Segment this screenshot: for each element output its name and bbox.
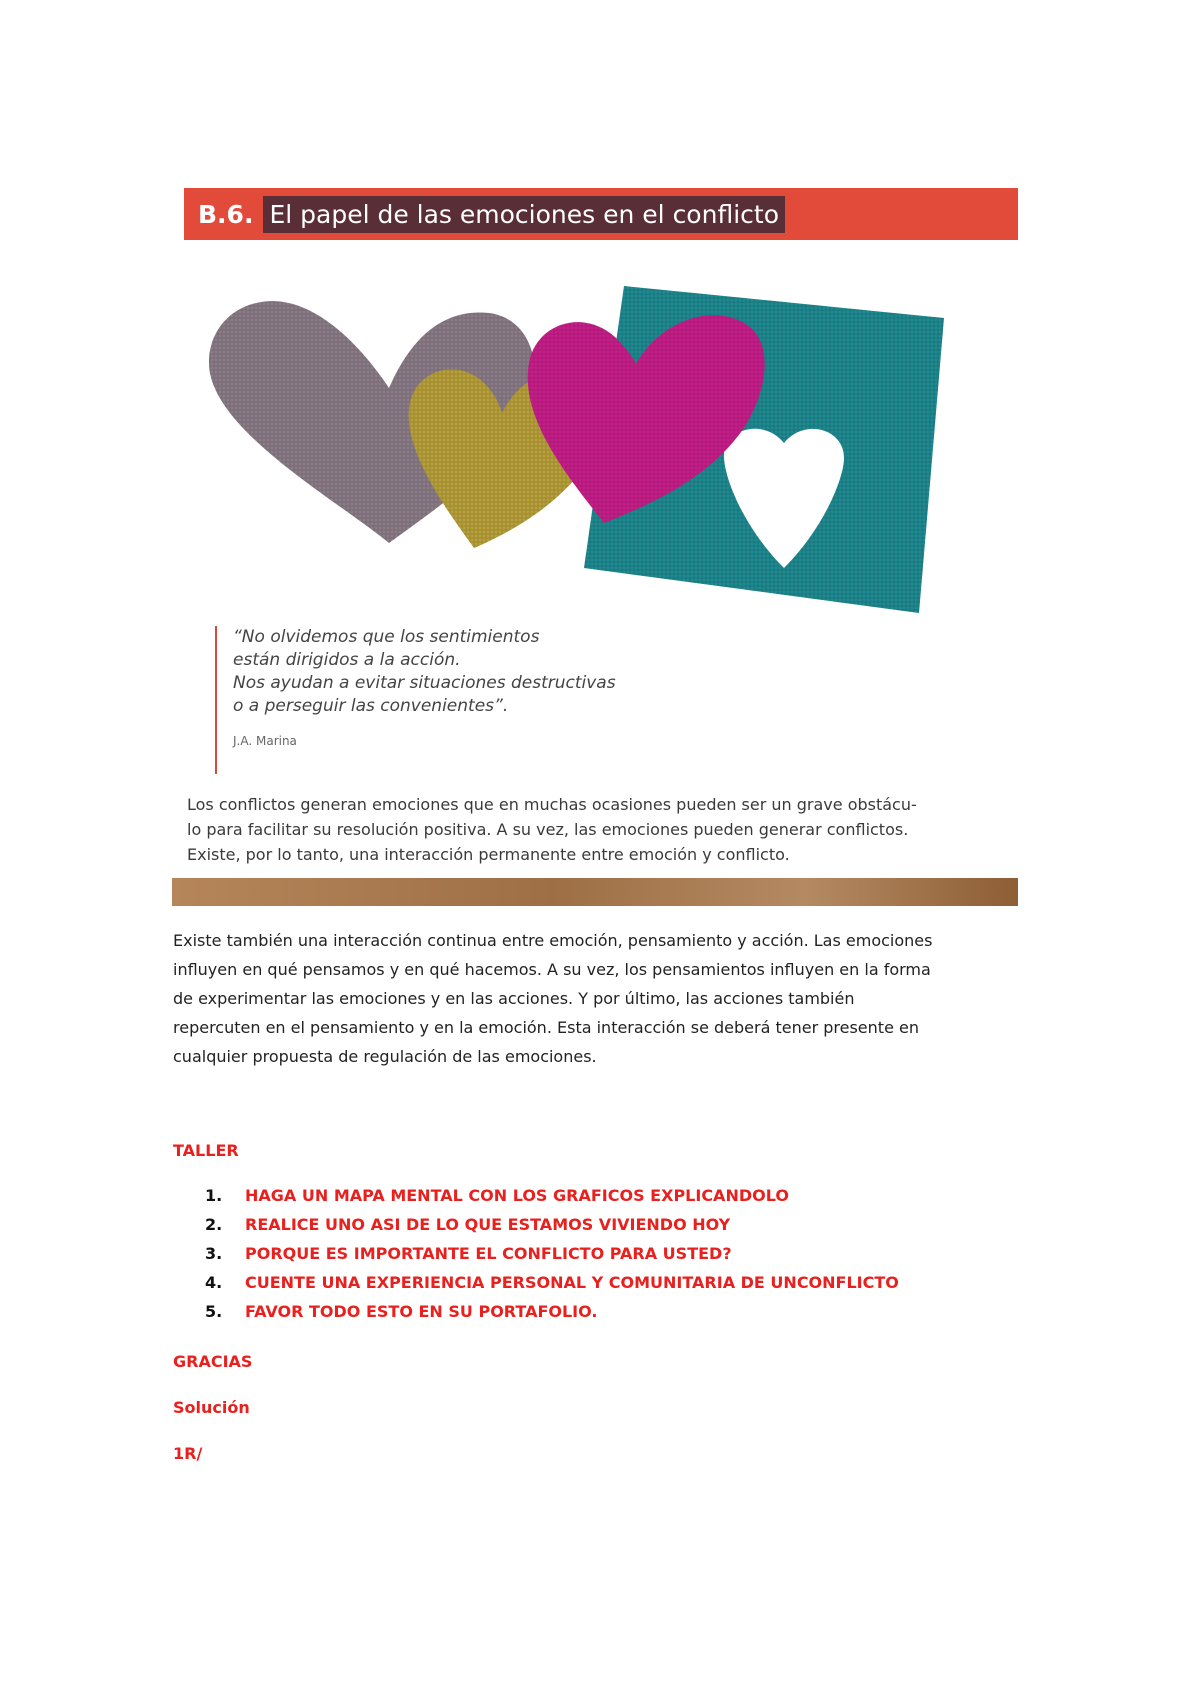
task-item	[205, 1273, 899, 1302]
task-text: FAVOR TODO ESTO EN SU PORTAFOLIO.	[245, 1302, 598, 1321]
quote-block	[215, 626, 793, 774]
section-header-bar	[184, 188, 1018, 240]
task-number: 5.	[205, 1302, 223, 1321]
intro-paragraph	[187, 792, 987, 867]
task-item	[205, 1186, 899, 1215]
task-list	[205, 1186, 899, 1331]
intro-line: Los conflictos generan emociones que en muchas ocasiones pueden ser un grave obstácu-	[187, 795, 917, 814]
task-number: 4.	[205, 1273, 223, 1292]
intro-line: lo para facilitar su resolución positiva. A su vez, las emociones pueden generar conflictos.	[187, 820, 909, 839]
task-number: 2.	[205, 1215, 223, 1234]
task-number: 1.	[205, 1186, 223, 1205]
quote-line: o a perseguir las convenientes”.	[233, 696, 509, 716]
decorative-band	[172, 878, 1018, 906]
task-item	[205, 1215, 899, 1244]
quote-line: están dirigidos a la acción.	[233, 650, 461, 670]
task-item	[205, 1244, 899, 1273]
task-number: 3.	[205, 1244, 223, 1263]
task-text: PORQUE ES IMPORTANTE EL CONFLICTO PARA USTED?	[245, 1244, 732, 1263]
taller-heading: TALLER	[173, 1141, 239, 1160]
quote-line: Nos ayudan a evitar situaciones destructivas	[233, 673, 616, 693]
body-line: Existe también una interacción continua entre emoción, pensamiento y acción. Las emociones	[173, 931, 933, 950]
task-text: REALICE UNO ASI DE LO QUE ESTAMOS VIVIENDO HOY	[245, 1215, 731, 1234]
body-paragraph	[173, 926, 1033, 1071]
answer-label: 1R/	[173, 1444, 203, 1463]
gracias-text: GRACIAS	[173, 1352, 253, 1371]
intro-line: Existe, por lo tanto, una interacción permanente entre emoción y conflicto.	[187, 845, 790, 864]
task-text: CUENTE UNA EXPERIENCIA PERSONAL Y COMUNITARIA DE UNCONFLICTO	[245, 1273, 899, 1292]
body-line: repercuten en el pensamiento y en la emoción. Esta interacción se deberá tener presente en	[173, 1018, 919, 1037]
body-line: influyen en qué pensamos y en qué hacemos. A su vez, los pensamientos influyen en la forma	[173, 960, 931, 979]
solucion-heading: Solución	[173, 1398, 250, 1417]
body-line: de experimentar las emociones y en las acciones. Y por último, las acciones también	[173, 989, 855, 1008]
task-text: HAGA UN MAPA MENTAL CON LOS GRAFICOS EXPLICANDOLO	[245, 1186, 789, 1205]
body-line: cualquier propuesta de regulación de las emociones.	[173, 1047, 597, 1066]
hearts-illustration	[184, 268, 984, 618]
quote-author: J.A. Marina	[233, 734, 297, 748]
section-number: B.6.	[198, 199, 254, 229]
task-item	[205, 1302, 899, 1331]
quote-line: “No olvidemos que los sentimientos	[233, 627, 540, 647]
section-title: El papel de las emociones en el conflicto	[263, 196, 785, 233]
